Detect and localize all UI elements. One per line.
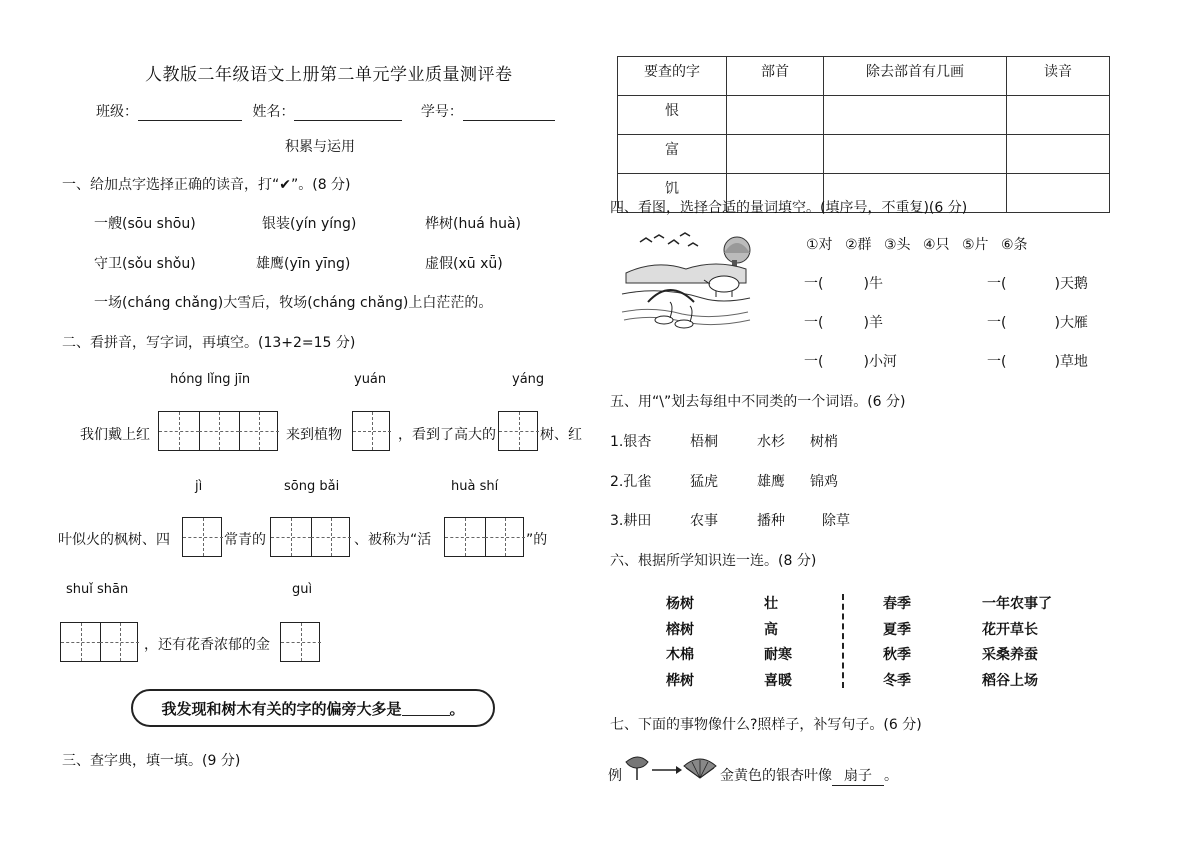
pinyin: shuǐ shān — [66, 582, 129, 597]
writing-grid-hong-ling-jin[interactable] — [158, 411, 278, 451]
class-label: 班级： — [96, 104, 138, 120]
q5-word[interactable]: 播种 — [757, 513, 785, 529]
match-item[interactable]: 桦树 — [666, 673, 694, 689]
example-answer: 扇子 — [832, 765, 884, 786]
pinyin: yáng — [512, 372, 545, 387]
q2-text: 常青的 — [224, 532, 266, 548]
number-blank[interactable] — [463, 104, 555, 121]
match-item[interactable]: 木棉 — [666, 647, 694, 663]
writing-grid-yang[interactable] — [498, 411, 538, 451]
header-fields — [96, 101, 555, 121]
q4-noun: 天鹅 — [1059, 276, 1088, 292]
ginkgo-to-fan-icon — [622, 752, 718, 782]
match-item[interactable]: 耐寒 — [764, 647, 792, 663]
table-cell[interactable] — [1007, 174, 1110, 213]
q4-noun: 草地 — [1059, 354, 1088, 370]
callout-text: 我发现和树木有关的字的偏旁大多是 — [161, 699, 402, 718]
match-item[interactable]: 杨树 — [666, 596, 694, 612]
match-item[interactable]: 花开草长 — [982, 622, 1038, 638]
table-header: 要查的字 — [618, 57, 727, 96]
q4-blank[interactable]: 一( )羊 — [804, 315, 883, 331]
q5-word[interactable]: 锦鸡 — [810, 474, 838, 490]
q1-item[interactable]: 雄鹰(yīn yīng) — [256, 256, 351, 272]
table-cell[interactable] — [1007, 135, 1110, 174]
q2-text: ”的 — [526, 532, 548, 548]
match-item[interactable]: 高 — [764, 622, 778, 638]
example-sentence: 金黄色的银杏叶像 扇子 。 — [720, 765, 898, 786]
divider — [842, 594, 844, 688]
match-item[interactable]: 夏季 — [883, 622, 911, 638]
class-blank[interactable] — [138, 104, 242, 121]
q4-options: ①对 ②群 ③头 ④只 ⑤片 ⑥条 — [806, 237, 1028, 253]
table-header: 除去部首有几画 — [824, 57, 1007, 96]
table-cell[interactable] — [727, 96, 824, 135]
q4-heading: 四、看图，选择合适的量词填空。(填序号，不重复)(6 分) — [610, 200, 968, 216]
writing-grid-ji[interactable] — [182, 517, 222, 557]
name-label: 姓名： — [252, 104, 295, 120]
table-char: 恨 — [618, 96, 727, 135]
writing-grid-song-bai[interactable] — [270, 517, 350, 557]
table-cell[interactable] — [824, 135, 1007, 174]
callout-box — [131, 689, 495, 727]
match-item[interactable]: 冬季 — [883, 673, 911, 689]
writing-grid-yuan[interactable] — [352, 411, 390, 451]
q4-blank[interactable]: 一( )小河 — [804, 354, 897, 370]
q5-word[interactable]: 雄鹰 — [757, 474, 785, 490]
callout-end: 。 — [449, 699, 465, 718]
q2-text: 树、红 — [540, 427, 582, 443]
table-cell[interactable] — [1007, 96, 1110, 135]
q4-blank[interactable]: 一( )牛 — [804, 276, 883, 292]
match-item[interactable]: 采桑养蚕 — [982, 647, 1038, 663]
table-header: 读音 — [1007, 57, 1110, 96]
match-item[interactable]: 喜暖 — [764, 673, 792, 689]
match-item[interactable]: 壮 — [764, 596, 778, 612]
q2-text: 叶似火的枫树、四 — [58, 532, 170, 548]
pinyin: hóng lǐng jīn — [170, 372, 251, 387]
q2-text: ，看到了高大的 — [398, 427, 496, 443]
q2-text: ，还有花香浓郁的金 — [144, 637, 270, 653]
q4-noun: 牛 — [868, 276, 883, 292]
q4-blank[interactable]: 一( )天鹅 — [987, 276, 1088, 292]
table-char: 饥 — [618, 174, 727, 213]
q4-noun: 小河 — [868, 354, 897, 370]
q2-heading: 二、看拼音，写字词，再填空。(13+2=15 分) — [62, 335, 356, 351]
q5-word[interactable]: 水杉 — [757, 434, 785, 450]
q1-sentence[interactable]: 一场(cháng chǎng)大雪后，牧场(cháng chǎng)上白茫茫的。 — [94, 295, 493, 311]
example-label: 例 — [608, 768, 622, 784]
callout-blank[interactable] — [402, 701, 450, 716]
pinyin: yuán — [354, 372, 387, 387]
pinyin: sōng bǎi — [284, 479, 340, 494]
q4-noun: 羊 — [868, 315, 883, 331]
match-item[interactable]: 榕树 — [666, 622, 694, 638]
q4-blank[interactable]: 一( )大雁 — [987, 315, 1088, 331]
q2-text: 我们戴上红 — [80, 427, 150, 443]
q5-word[interactable]: 农事 — [690, 513, 718, 529]
q7-heading: 七、下面的事物像什么?照样子，补写句子。(6 分) — [610, 717, 922, 733]
q4-noun: 大雁 — [1059, 315, 1088, 331]
table-cell[interactable] — [824, 96, 1007, 135]
match-item[interactable]: 稻谷上场 — [982, 673, 1038, 689]
q1-item[interactable]: 虚假(xū xǖ) — [425, 256, 503, 272]
q1-item[interactable]: 银装(yín yíng) — [262, 216, 357, 232]
q5-word[interactable]: 梧桐 — [690, 434, 718, 450]
writing-grid-shui-shan[interactable] — [60, 622, 138, 662]
match-item[interactable]: 秋季 — [883, 647, 911, 663]
q5-word[interactable]: 猛虎 — [690, 474, 718, 490]
q6-heading: 六、根据所学知识连一连。(8 分) — [610, 553, 817, 569]
dictionary-table — [617, 56, 1110, 213]
page-title: 人教版二年级语文上册第二单元学业质量测评卷 — [145, 65, 513, 85]
section-heading: 积累与运用 — [285, 139, 355, 155]
q3-heading: 三、查字典，填一填。(9 分) — [62, 753, 241, 769]
q5-word[interactable]: 3.耕田 — [610, 513, 652, 529]
writing-grid-gui[interactable] — [280, 622, 320, 662]
writing-grid-hua-shi[interactable] — [444, 517, 524, 557]
pinyin: jì — [195, 479, 203, 494]
q5-heading: 五、用“\”划去每组中不同类的一个词语。(6 分) — [610, 394, 906, 410]
table-header: 部首 — [727, 57, 824, 96]
q1-item[interactable]: 守卫(sǒu shǒu) — [94, 256, 196, 272]
pinyin: huà shí — [451, 479, 499, 494]
farm-scene-illustration — [620, 228, 752, 332]
q4-blank[interactable]: 一( )草地 — [987, 354, 1088, 370]
name-blank[interactable] — [294, 104, 402, 121]
q2-text: 来到植物 — [286, 427, 342, 443]
table-char: 富 — [618, 135, 727, 174]
q5-word[interactable]: 1.银杏 — [610, 434, 652, 450]
pinyin: guì — [292, 582, 313, 597]
number-label: 学号： — [420, 104, 463, 120]
q1-item[interactable]: 桦树(huá huà) — [425, 216, 522, 232]
q1-item[interactable]: 一艘(sōu shōu) — [94, 216, 196, 232]
table-cell[interactable] — [727, 135, 824, 174]
q5-word[interactable]: 树梢 — [810, 434, 838, 450]
q2-text: 、被称为“活 — [354, 532, 432, 548]
q5-word[interactable]: 除草 — [822, 513, 850, 529]
match-item[interactable]: 一年农事了 — [982, 596, 1052, 612]
match-item[interactable]: 春季 — [883, 596, 911, 612]
q5-word[interactable]: 2.孔雀 — [610, 474, 652, 490]
q1-heading: 一、给加点字选择正确的读音，打“✔”。(8 分) — [62, 177, 351, 193]
